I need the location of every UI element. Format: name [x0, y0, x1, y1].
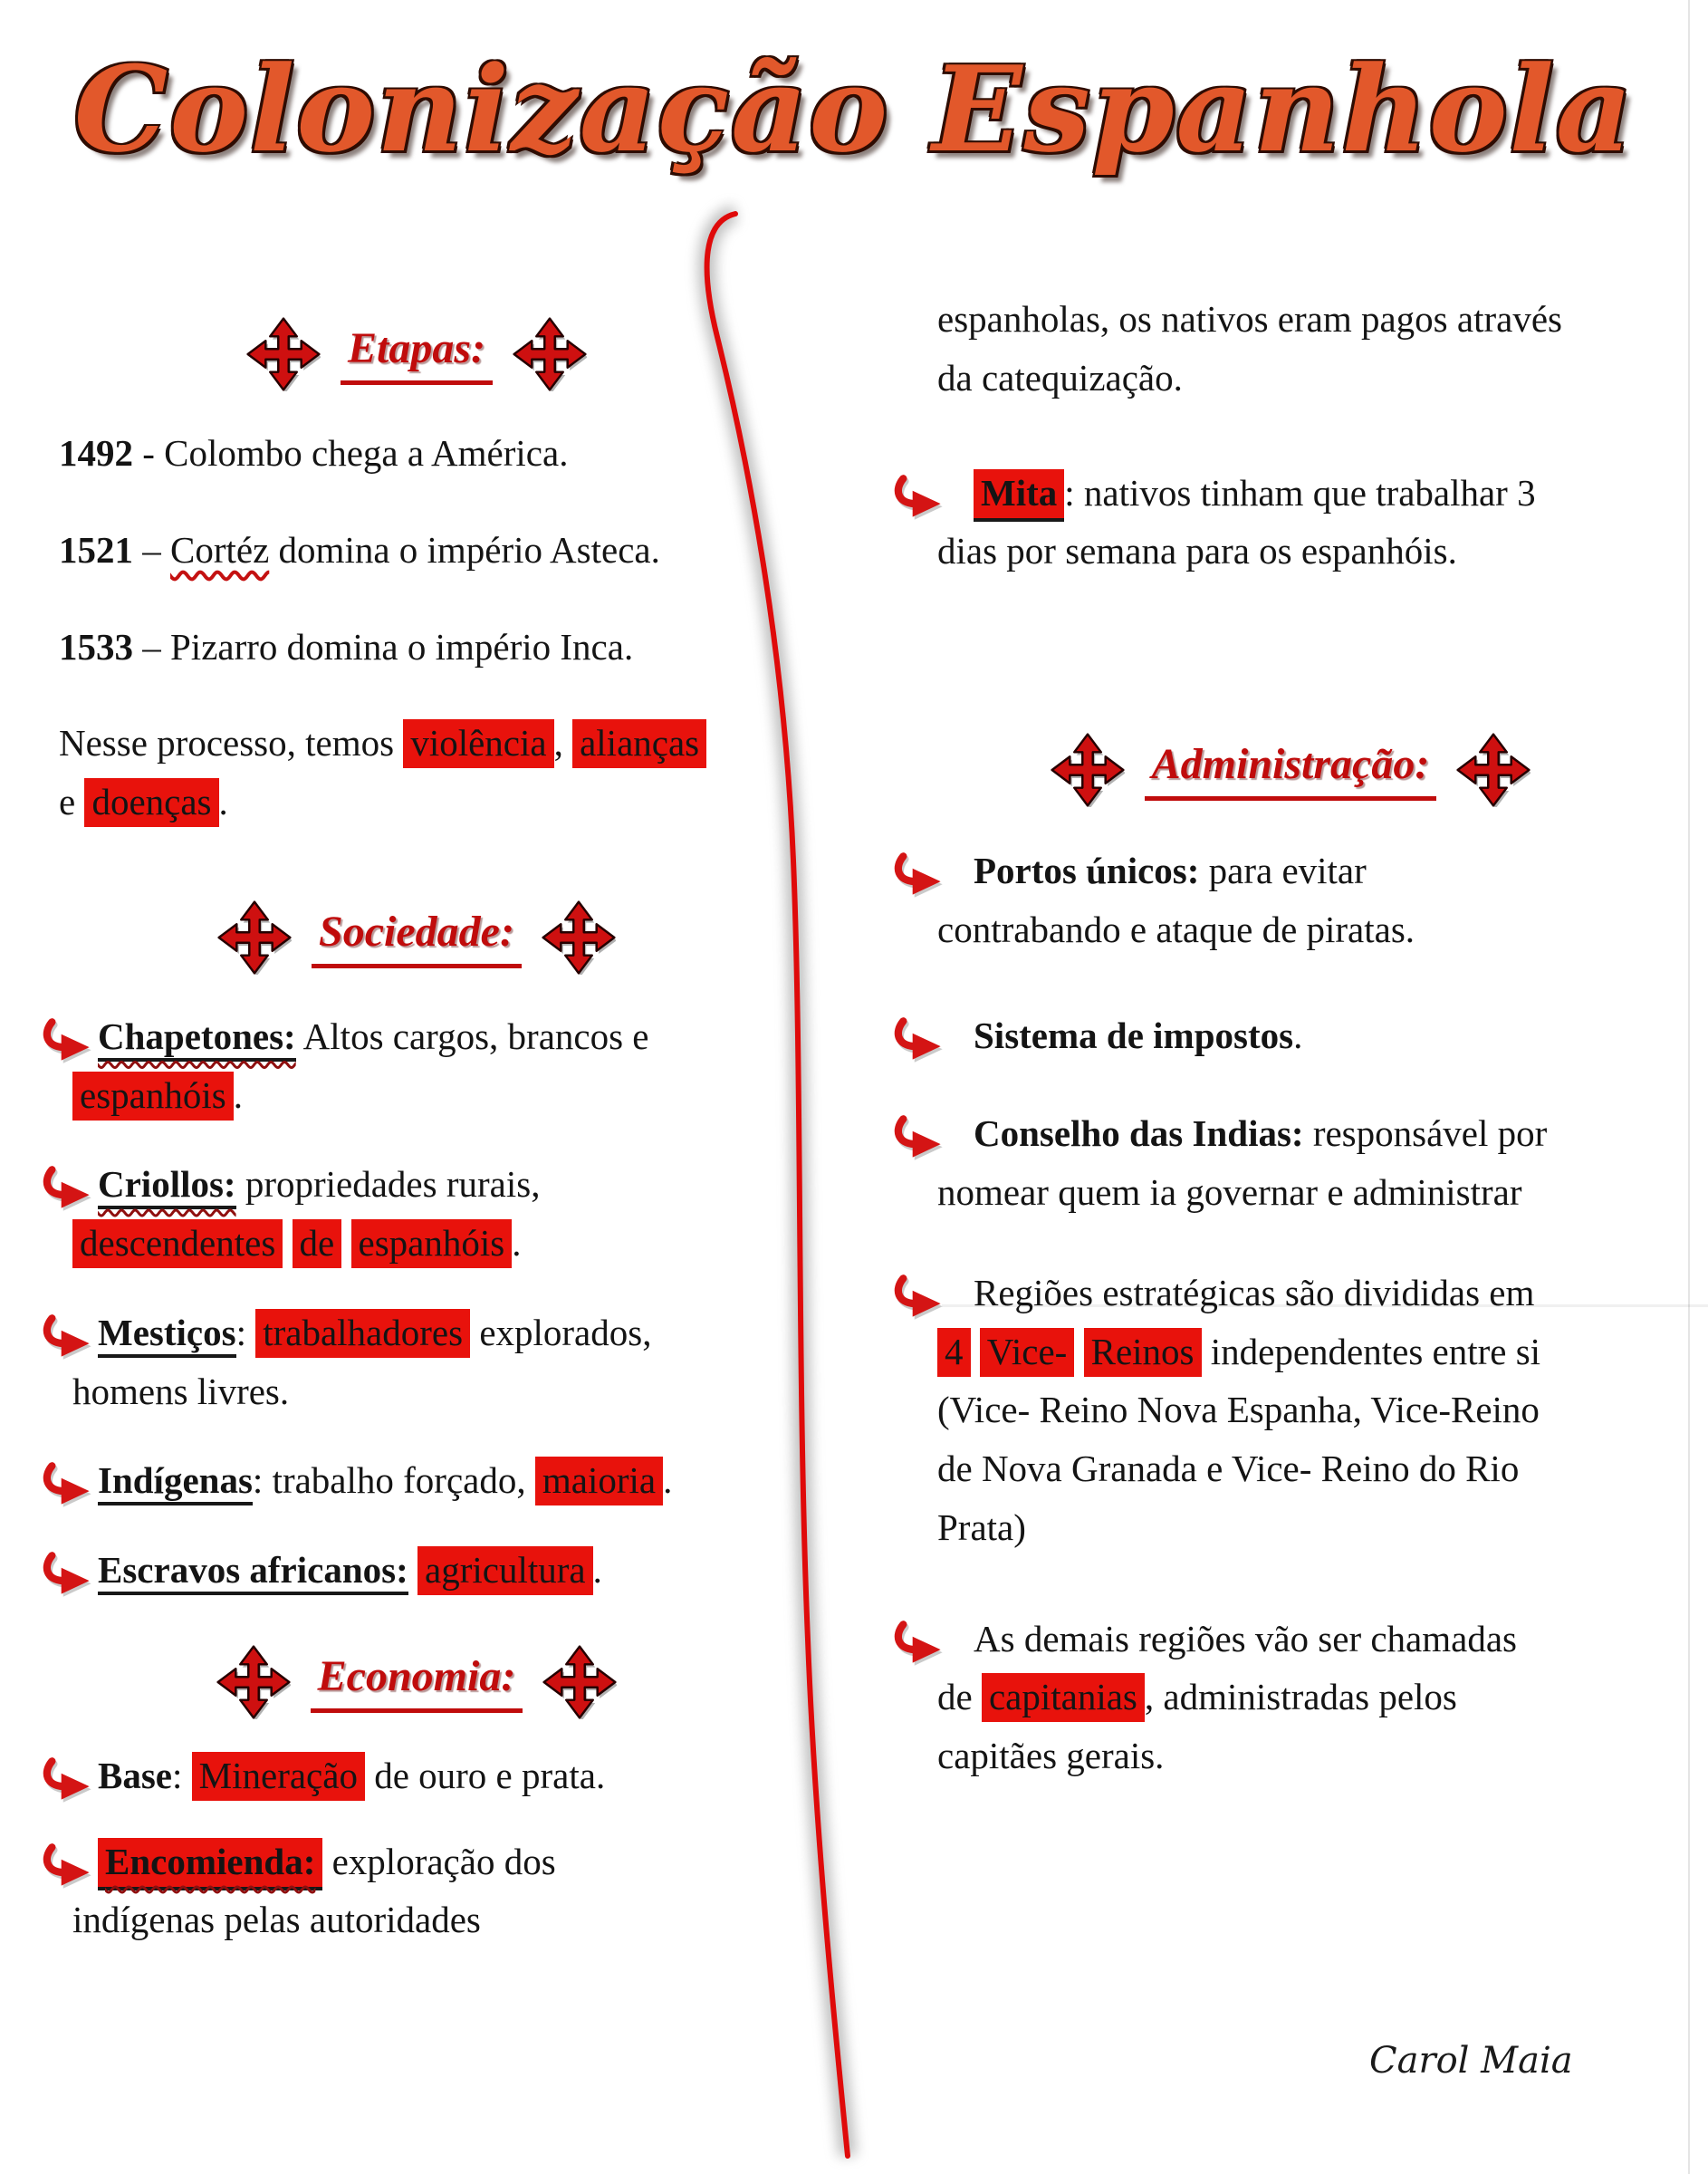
list-item-indigenas [41, 1451, 792, 1510]
section-title-etapas: Etapas: [341, 323, 493, 385]
red-curved-arrow-icon [892, 1115, 952, 1164]
list-item-criollos [41, 1155, 792, 1273]
list-item-text: Mestiços: trabalhadores explorados, homens livres. [41, 1303, 688, 1421]
red-curved-arrow-icon [892, 852, 952, 901]
list-item-text: Encomienda: exploração dos indígenas pelas autoridades [41, 1833, 688, 1950]
section-heading-administracao [892, 733, 1689, 807]
section-heading-etapas [41, 317, 792, 391]
list-item-text: Indígenas: trabalho forçado, maioria . [41, 1451, 688, 1510]
section-title-administracao: Administração: [1145, 739, 1437, 801]
red-curved-arrow-icon [892, 1017, 952, 1066]
list-item-text: Criollos: propriedades rurais, descendentes de espanhóis . [41, 1155, 688, 1273]
red-curved-arrow-icon [892, 1621, 952, 1669]
four-way-arrow-icon [513, 317, 587, 391]
red-curved-arrow-icon [41, 1843, 101, 1892]
red-curved-arrow-icon [41, 1552, 101, 1601]
four-way-arrow-icon [246, 317, 321, 391]
list-item-encomienda [41, 1833, 792, 1950]
section-heading-sociedade [41, 900, 792, 975]
left-column [41, 317, 792, 1980]
four-way-arrow-icon [217, 900, 292, 975]
right-column [892, 290, 1689, 1816]
list-item-mita [892, 464, 1689, 582]
red-curved-arrow-icon [892, 475, 952, 524]
list-item-text: Mita : nativos tinham que trabalhar 3 dias por semana para os espanhóis. [892, 464, 1553, 582]
list-item-regioes-estrategicas [892, 1264, 1689, 1557]
list-item-text: Regiões estratégicas são divididas em 4 Vice- Reinos independentes entre si (Vice- Reino Nova Espanha, Vice-Reino de Nova Granada e Vice- Reino do Rio Prata) [937, 1271, 1541, 1548]
list-item-conselho-indias [892, 1104, 1689, 1222]
paragraph-nesse-processo: Nesse processo, temos violência , alianças e doenças . [59, 714, 720, 832]
list-item-text: Conselho das Indias: responsável por nomear quem ia governar e administrar [937, 1112, 1548, 1214]
list-item-text: Base: Mineração de ouro e prata. [41, 1746, 688, 1805]
author-signature: Carol Maia [1369, 2040, 1573, 2082]
four-way-arrow-icon [542, 900, 616, 975]
page-title: Colonização Espanhola [73, 40, 1635, 178]
four-way-arrow-icon [216, 1645, 291, 1719]
red-curved-arrow-icon [41, 1166, 101, 1215]
list-item-sistema-impostos [892, 1006, 1689, 1065]
paragraph-1492: 1492 - Colombo chega a América. [59, 432, 569, 474]
list-item-capitanias [892, 1610, 1689, 1785]
red-curved-arrow-icon [892, 1275, 952, 1323]
section-title-sociedade: Sociedade: [312, 907, 522, 968]
red-curved-arrow-icon [41, 1757, 101, 1806]
four-way-arrow-icon [1051, 733, 1125, 807]
four-way-arrow-icon [1456, 733, 1530, 807]
paragraph-1521: 1521 – Cortéz domina o império Asteca. [59, 528, 660, 571]
list-item-text: Chapetones: Altos cargos, brancos e espanhóis . [41, 1007, 688, 1125]
list-item-escravos-africanos [41, 1541, 792, 1600]
list-item-text: Portos únicos: para evitar contrabando e ataque de piratas. [937, 850, 1415, 950]
red-curved-arrow-icon [41, 1462, 101, 1511]
section-title-economia: Economia: [311, 1651, 523, 1713]
section-heading-economia [41, 1645, 792, 1719]
red-curved-arrow-icon [41, 1018, 101, 1067]
list-item-mesticos [41, 1303, 792, 1421]
list-item-text: As demais regiões vão ser chamadas de capitanias , administradas pelos capitães gerais. [937, 1617, 1517, 1777]
list-item-text: Sistema de impostos. [974, 1014, 1303, 1056]
list-item-portos-unicos [892, 842, 1689, 959]
list-item-text: Escravos africanos: agricultura . [41, 1541, 688, 1600]
list-item-base-mineracao [41, 1746, 792, 1805]
paragraph-continuation: espanholas, os nativos eram pagos através da catequização. [937, 298, 1562, 399]
red-curved-arrow-icon [41, 1314, 101, 1363]
list-item-chapetones [41, 1007, 792, 1125]
four-way-arrow-icon [542, 1645, 617, 1719]
paragraph-1533: 1533 – Pizarro domina o império Inca. [59, 625, 634, 668]
